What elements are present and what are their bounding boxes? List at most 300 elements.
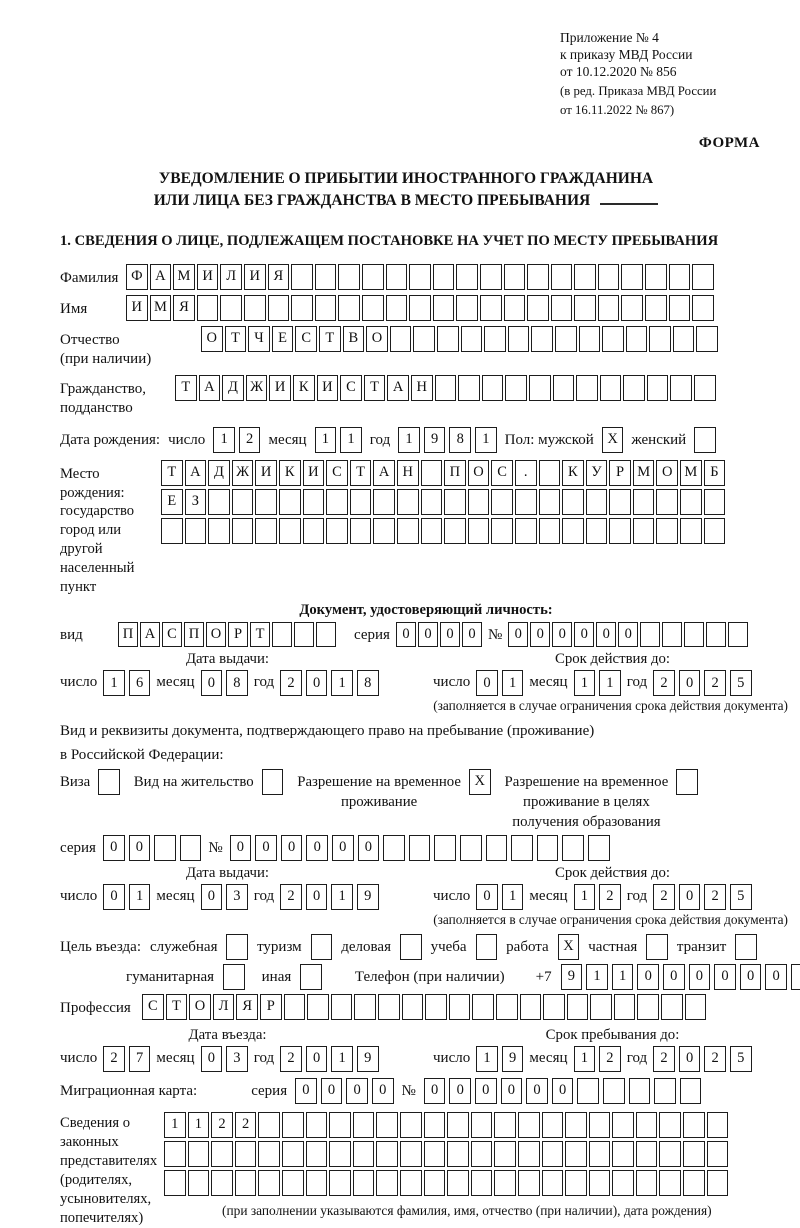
char-box[interactable] [654,1078,676,1104]
char-box[interactable]: 1 [188,1112,210,1138]
char-box[interactable]: 1 [502,884,524,910]
char-box[interactable] [471,1112,493,1138]
char-box[interactable]: Т [161,460,183,486]
char-box[interactable] [413,326,435,352]
char-box[interactable] [400,934,422,960]
char-box[interactable] [586,518,608,544]
char-box[interactable] [188,1170,210,1196]
char-box[interactable]: 0 [201,670,223,696]
char-box[interactable]: 0 [306,835,328,861]
char-box[interactable]: 2 [704,670,726,696]
char-box[interactable]: 0 [332,835,354,861]
char-box[interactable]: 0 [526,1078,548,1104]
char-box[interactable] [647,375,669,401]
char-box[interactable]: X [469,769,491,795]
char-box[interactable] [680,518,702,544]
char-box[interactable]: 0 [765,964,787,990]
char-box[interactable]: 0 [552,1078,574,1104]
char-box[interactable] [386,295,408,321]
char-box[interactable] [329,1170,351,1196]
char-box[interactable]: 1 [331,670,353,696]
char-box[interactable] [588,835,610,861]
char-box[interactable] [468,489,490,515]
char-box[interactable]: 0 [552,622,572,647]
char-box[interactable] [504,295,526,321]
char-box[interactable]: К [279,460,301,486]
char-box[interactable] [164,1170,186,1196]
char-box[interactable] [577,1078,599,1104]
char-box[interactable] [542,1112,564,1138]
char-box[interactable] [282,1112,304,1138]
char-box[interactable] [707,1170,729,1196]
char-box[interactable] [258,1112,280,1138]
char-box[interactable] [515,518,537,544]
char-box[interactable] [598,295,620,321]
char-box[interactable] [609,489,631,515]
char-box[interactable]: 1 [475,427,497,453]
char-box[interactable] [529,375,551,401]
char-box[interactable] [232,489,254,515]
char-box[interactable] [279,489,301,515]
char-box[interactable]: 2 [653,884,675,910]
char-box[interactable]: 0 [103,835,125,861]
char-box[interactable] [636,1112,658,1138]
char-box[interactable]: 0 [689,964,711,990]
char-box[interactable] [656,489,678,515]
char-box[interactable] [362,264,384,290]
char-box[interactable]: А [140,622,160,647]
char-box[interactable]: Д [222,375,244,401]
char-box[interactable]: П [444,460,466,486]
char-box[interactable]: А [185,460,207,486]
char-box[interactable]: 0 [637,964,659,990]
char-box[interactable]: 7 [129,1046,151,1072]
char-box[interactable] [444,489,466,515]
char-box[interactable]: Я [268,264,290,290]
char-box[interactable]: 1 [586,964,608,990]
char-box[interactable] [661,994,683,1020]
char-box[interactable]: 2 [211,1112,233,1138]
char-box[interactable]: 0 [679,1046,701,1072]
char-box[interactable] [704,518,726,544]
char-box[interactable]: А [150,264,172,290]
char-box[interactable] [400,1170,422,1196]
char-box[interactable]: М [633,460,655,486]
char-box[interactable] [208,489,230,515]
char-box[interactable] [696,326,718,352]
char-box[interactable]: 1 [331,884,353,910]
char-box[interactable]: И [303,460,325,486]
char-box[interactable] [447,1112,469,1138]
char-box[interactable]: 0 [596,622,616,647]
char-box[interactable] [378,994,400,1020]
char-box[interactable] [220,295,242,321]
char-box[interactable]: Ч [248,326,270,352]
char-box[interactable]: 1 [574,670,596,696]
char-box[interactable]: 9 [357,1046,379,1072]
char-box[interactable]: 9 [357,884,379,910]
char-box[interactable] [315,295,337,321]
char-box[interactable] [409,295,431,321]
char-box[interactable] [284,994,306,1020]
char-box[interactable]: 5 [730,670,752,696]
char-box[interactable] [511,835,533,861]
char-box[interactable] [449,994,471,1020]
char-box[interactable] [600,375,622,401]
char-box[interactable] [551,264,573,290]
char-box[interactable]: С [142,994,164,1020]
char-box[interactable] [434,835,456,861]
char-box[interactable]: 2 [280,884,302,910]
char-box[interactable] [421,460,443,486]
char-box[interactable]: Т [225,326,247,352]
char-box[interactable]: И [255,460,277,486]
char-box[interactable] [694,427,716,453]
char-box[interactable]: Т [319,326,341,352]
char-box[interactable] [645,295,667,321]
char-box[interactable] [376,1170,398,1196]
char-box[interactable]: С [340,375,362,401]
char-box[interactable]: 1 [103,670,125,696]
char-box[interactable]: 5 [730,1046,752,1072]
char-box[interactable] [494,1170,516,1196]
char-box[interactable]: 0 [358,835,380,861]
char-box[interactable]: 0 [740,964,762,990]
char-box[interactable]: 8 [449,427,471,453]
char-box[interactable] [692,295,714,321]
char-box[interactable] [353,1170,375,1196]
char-box[interactable]: О [201,326,223,352]
char-box[interactable]: 0 [306,670,328,696]
char-box[interactable] [373,489,395,515]
char-box[interactable] [562,835,584,861]
char-box[interactable] [508,326,530,352]
char-box[interactable] [433,295,455,321]
char-box[interactable] [659,1112,681,1138]
char-box[interactable] [518,1170,540,1196]
char-box[interactable] [621,295,643,321]
char-box[interactable] [424,1112,446,1138]
char-box[interactable] [586,489,608,515]
char-box[interactable] [603,1078,625,1104]
char-box[interactable] [637,994,659,1020]
char-box[interactable]: 0 [714,964,736,990]
char-box[interactable] [640,622,660,647]
char-box[interactable] [694,375,716,401]
char-box[interactable]: 1 [574,884,596,910]
char-box[interactable] [707,1112,729,1138]
char-box[interactable] [402,994,424,1020]
char-box[interactable]: 1 [574,1046,596,1072]
char-box[interactable]: 1 [129,884,151,910]
char-box[interactable] [397,489,419,515]
char-box[interactable] [326,518,348,544]
char-box[interactable] [728,622,748,647]
char-box[interactable]: 2 [704,1046,726,1072]
char-box[interactable] [589,1112,611,1138]
char-box[interactable] [291,264,313,290]
char-box[interactable] [386,264,408,290]
char-box[interactable]: 2 [239,427,261,453]
char-box[interactable]: 8 [357,670,379,696]
char-box[interactable] [504,264,526,290]
char-box[interactable] [435,375,457,401]
char-box[interactable] [555,326,577,352]
char-box[interactable]: 2 [103,1046,125,1072]
char-box[interactable] [306,1170,328,1196]
char-box[interactable] [437,326,459,352]
char-box[interactable]: 3 [226,1046,248,1072]
char-box[interactable]: 0 [201,1046,223,1072]
char-box[interactable]: 0 [129,835,151,861]
char-box[interactable] [235,1170,257,1196]
char-box[interactable] [208,518,230,544]
char-box[interactable] [329,1112,351,1138]
char-box[interactable]: 3 [226,884,248,910]
char-box[interactable] [472,994,494,1020]
char-box[interactable]: 0 [449,1078,471,1104]
char-box[interactable]: П [118,622,138,647]
char-box[interactable] [315,264,337,290]
char-box[interactable]: Ф [126,264,148,290]
char-box[interactable] [154,835,176,861]
char-box[interactable]: А [199,375,221,401]
char-box[interactable] [409,264,431,290]
char-box[interactable] [460,835,482,861]
char-box[interactable] [656,518,678,544]
char-box[interactable]: 2 [280,1046,302,1072]
char-box[interactable] [518,1112,540,1138]
char-box[interactable]: П [184,622,204,647]
char-box[interactable] [484,326,506,352]
char-box[interactable] [480,264,502,290]
char-box[interactable]: . [515,460,537,486]
char-box[interactable]: 1 [213,427,235,453]
char-box[interactable]: 2 [235,1112,257,1138]
char-box[interactable]: Р [609,460,631,486]
char-box[interactable] [232,518,254,544]
char-box[interactable] [673,326,695,352]
char-box[interactable] [505,375,527,401]
char-box[interactable]: 2 [704,884,726,910]
char-box[interactable]: 6 [129,670,151,696]
char-box[interactable] [579,326,601,352]
char-box[interactable] [461,326,483,352]
char-box[interactable] [316,622,336,647]
char-box[interactable] [659,1170,681,1196]
char-box[interactable]: Е [161,489,183,515]
char-box[interactable] [300,964,322,990]
char-box[interactable] [791,964,800,990]
char-box[interactable]: О [189,994,211,1020]
char-box[interactable] [589,1170,611,1196]
char-box[interactable] [350,518,372,544]
char-box[interactable]: 2 [280,670,302,696]
char-box[interactable]: 0 [306,884,328,910]
char-box[interactable] [539,460,561,486]
char-box[interactable] [626,326,648,352]
char-box[interactable]: 1 [599,670,621,696]
char-box[interactable] [704,489,726,515]
char-box[interactable] [633,518,655,544]
char-box[interactable]: 0 [462,622,482,647]
char-box[interactable] [409,835,431,861]
char-box[interactable] [476,934,498,960]
char-box[interactable]: И [244,264,266,290]
char-box[interactable] [692,264,714,290]
char-box[interactable]: 1 [612,964,634,990]
char-box[interactable] [598,264,620,290]
char-box[interactable] [527,264,549,290]
char-box[interactable]: 0 [346,1078,368,1104]
char-box[interactable] [255,489,277,515]
char-box[interactable]: 0 [201,884,223,910]
char-box[interactable]: 1 [164,1112,186,1138]
char-box[interactable] [621,264,643,290]
char-box[interactable] [338,295,360,321]
char-box[interactable] [350,489,372,515]
char-box[interactable] [480,295,502,321]
char-box[interactable]: 5 [730,884,752,910]
char-box[interactable]: У [586,460,608,486]
char-box[interactable]: И [126,295,148,321]
char-box[interactable]: О [656,460,678,486]
char-box[interactable]: 9 [561,964,583,990]
char-box[interactable]: Я [173,295,195,321]
char-box[interactable]: 0 [475,1078,497,1104]
char-box[interactable]: С [295,326,317,352]
char-box[interactable]: О [366,326,388,352]
char-box[interactable] [223,964,245,990]
char-box[interactable] [268,295,290,321]
char-box[interactable]: 8 [226,670,248,696]
char-box[interactable]: М [150,295,172,321]
char-box[interactable] [331,994,353,1020]
char-box[interactable] [383,835,405,861]
char-box[interactable] [291,295,313,321]
char-box[interactable] [676,769,698,795]
char-box[interactable] [683,1112,705,1138]
char-box[interactable] [456,264,478,290]
char-box[interactable] [491,518,513,544]
char-box[interactable] [244,295,266,321]
char-box[interactable] [185,518,207,544]
char-box[interactable]: 0 [396,622,416,647]
char-box[interactable] [255,518,277,544]
char-box[interactable]: С [162,622,182,647]
char-box[interactable] [362,295,384,321]
char-box[interactable]: 0 [530,622,550,647]
char-box[interactable] [567,994,589,1020]
char-box[interactable]: 2 [653,670,675,696]
char-box[interactable] [670,375,692,401]
char-box[interactable]: Е [272,326,294,352]
char-box[interactable]: 0 [440,622,460,647]
char-box[interactable]: 0 [281,835,303,861]
char-box[interactable]: 1 [331,1046,353,1072]
char-box[interactable]: 0 [103,884,125,910]
char-box[interactable]: 0 [230,835,252,861]
char-box[interactable]: Л [213,994,235,1020]
char-box[interactable]: 1 [340,427,362,453]
char-box[interactable] [496,994,518,1020]
char-box[interactable] [161,518,183,544]
char-box[interactable] [211,1170,233,1196]
char-box[interactable] [537,835,559,861]
char-box[interactable]: Т [364,375,386,401]
char-box[interactable]: Р [228,622,248,647]
char-box[interactable] [629,1078,651,1104]
char-box[interactable]: 0 [663,964,685,990]
char-box[interactable] [397,518,419,544]
char-box[interactable] [612,1170,634,1196]
char-box[interactable]: Р [260,994,282,1020]
char-box[interactable] [353,1112,375,1138]
char-box[interactable] [272,622,292,647]
char-box[interactable] [400,1112,422,1138]
char-box[interactable] [562,489,584,515]
char-box[interactable]: Ж [246,375,268,401]
char-box[interactable]: З [185,489,207,515]
char-box[interactable]: 0 [508,622,528,647]
char-box[interactable]: И [317,375,339,401]
char-box[interactable] [424,1170,446,1196]
char-box[interactable]: 9 [502,1046,524,1072]
char-box[interactable]: X [602,427,624,453]
char-box[interactable]: 0 [476,884,498,910]
char-box[interactable] [684,622,704,647]
char-box[interactable]: А [373,460,395,486]
char-box[interactable] [590,994,612,1020]
char-box[interactable]: 1 [502,670,524,696]
char-box[interactable]: Л [220,264,242,290]
char-box[interactable] [444,518,466,544]
char-box[interactable] [338,264,360,290]
char-box[interactable]: 2 [653,1046,675,1072]
char-box[interactable]: Н [411,375,433,401]
char-box[interactable] [602,326,624,352]
char-box[interactable] [669,295,691,321]
char-box[interactable]: 0 [255,835,277,861]
char-box[interactable] [226,934,248,960]
char-box[interactable] [520,994,542,1020]
char-box[interactable]: 2 [599,1046,621,1072]
char-box[interactable] [471,1170,493,1196]
char-box[interactable]: Т [250,622,270,647]
char-box[interactable] [482,375,504,401]
char-box[interactable]: Т [166,994,188,1020]
char-box[interactable]: 0 [424,1078,446,1104]
char-box[interactable] [565,1170,587,1196]
char-box[interactable] [421,518,443,544]
char-box[interactable]: К [293,375,315,401]
char-box[interactable] [421,489,443,515]
char-box[interactable]: 0 [618,622,638,647]
char-box[interactable] [553,375,575,401]
char-box[interactable] [636,1170,658,1196]
char-box[interactable] [609,518,631,544]
char-box[interactable]: 0 [295,1078,317,1104]
char-box[interactable] [680,1078,702,1104]
char-box[interactable] [307,994,329,1020]
char-box[interactable] [262,769,284,795]
char-box[interactable] [433,264,455,290]
char-box[interactable]: Д [208,460,230,486]
char-box[interactable] [527,295,549,321]
char-box[interactable] [542,1170,564,1196]
char-box[interactable]: А [387,375,409,401]
char-box[interactable]: В [343,326,365,352]
